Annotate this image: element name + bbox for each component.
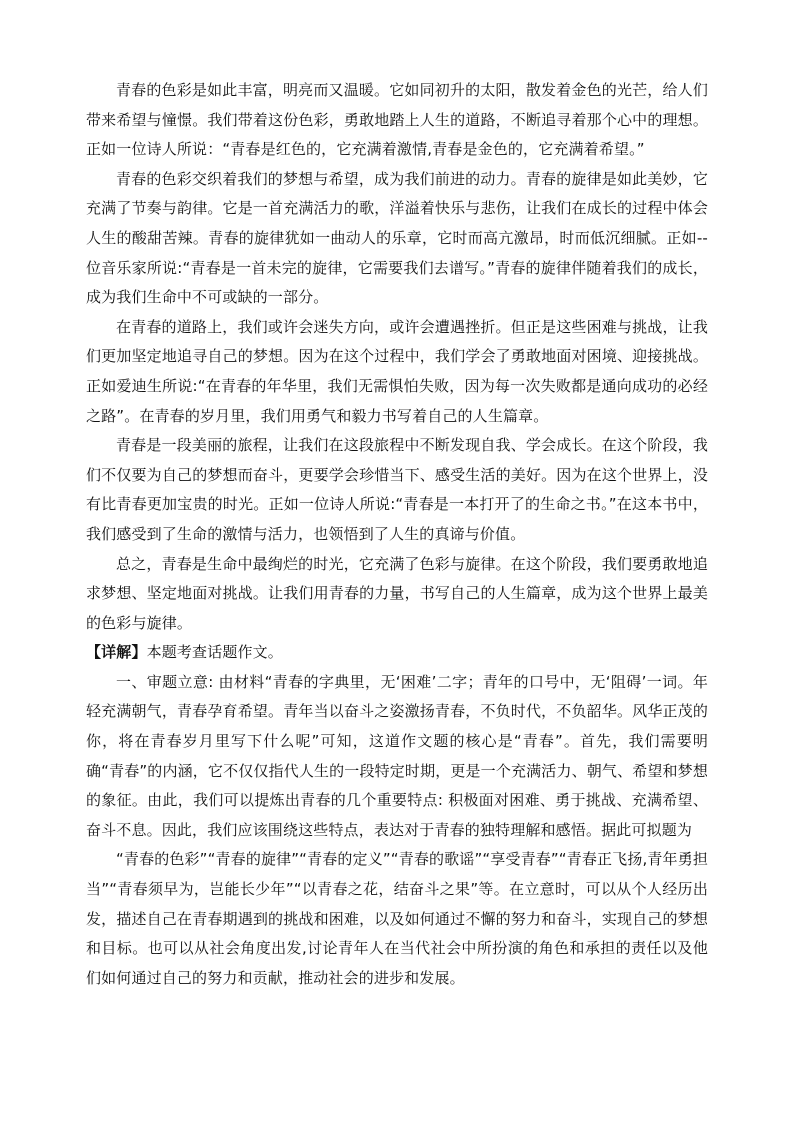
detail-text: 本题考查话题作文。: [146, 643, 283, 662]
detail-line: [86, 638, 708, 668]
document-body: [86, 76, 708, 993]
analysis-paragraph-2: “青春的色彩”“青春的旋律”“青春的定义”“青春的歌谣”“享受青春”“青春正飞扬,青年勇担当”“青春须早为，岂能长少年”“以青春之花，结奋斗之果”等。在立意时，可以从个人经历出发，描述自己在青春期遇到的挑战和困难，以及如何通过不懈的努力和奋斗，实现自己的梦想和目标。也可以从社会角度出发,讨论青年人在当代社会中所扮演的角色和承担的责任以及他们如何通过自己的努力和贡献，推动社会的进步和发展。: [86, 850, 709, 987]
detail-label: 【详解】: [86, 643, 147, 662]
essay-paragraph-1: 青春的色彩是如此丰富，明亮而又温暖。它如同初升的太阳，散发着金色的光芒，给人们带来希望与憧憬。我们带着这份色彩，勇敢地踏上人生的道路，不断追寻着那个心中的理想。正如一位诗人所说：“青春是红色的，它充满着激情,青春是金色的，它充满着希望。”: [86, 81, 708, 159]
analysis-paragraph-1: 一、审题立意: 由材料“青春的字典里，无‘困难’二字；青年的口号中，无‘阻碍’一词。年轻充满朝气，青春孕育希望。青年当以奋斗之姿激扬青春，不负时代，不负韶华。风华正茂的你，将在青春岁月里写下什么呢”可知，这道作文题的核心是“青春”。首先，我们需要明确“青春”的内涵，它不仅仅指代人生的一段特定时期，更是一个充满活力、朝气、希望和梦想的象征。由此，我们可以提炼出青春的几个重要特点: 积极面对困难、勇于挑战、充满希望、奋斗不息。因此，我们应该围绕这些特点，表达对于青春的独特理解和感悟。据此可拟题为: [86, 672, 708, 839]
essay-paragraph-5: 总之，青春是生命中最绚烂的时光，它充满了色彩与旋律。在这个阶段，我们要勇敢地追求梦想、坚定地面对挑战。让我们用青春的力量，书写自己的人生篇章，成为这个世界上最美的色彩与旋律。: [86, 554, 708, 632]
essay-paragraph-4: 青春是一段美丽的旅程，让我们在这段旅程中不断发现自我、学会成长。在这个阶段，我们不仅要为自己的梦想而奋斗，更要学会珍惜当下、感受生活的美好。因为在这个世界上，没有比青春更加宝贵的时光。正如一位诗人所说:“青春是一本打开了的生命之书。”在这本书中，我们感受到了生命的激情与活力，也领悟到了人生的真谛与价值。: [86, 436, 708, 543]
essay-paragraph-2: 青春的色彩交织着我们的梦想与希望，成为我们前进的动力。青春的旋律是如此美妙，它充满了节奏与韵律。它是一首充满活力的歌，洋溢着快乐与悲伤，让我们在成长的过程中体会人生的酸甜苦辣。青春的旋律犹如一曲动人的乐章，它时而高亢激昂，时而低沉细腻。正如--位音乐家所说:“青春是一首未完的旋律，它需要我们去谱写。”青春的旋律伴随着我们的成长，成为我们生命中不可或缺的一部分。: [86, 169, 708, 307]
essay-paragraph-3: 在青春的道路上，我们或许会迷失方向，或许会遭遇挫折。但正是这些困难与挑战，让我们更加坚定地追寻自己的梦想。因为在这个过程中，我们学会了勇敢地面对困境、迎接挑战。正如爱迪生所说:“在青春的年华里，我们无需惧怕失败，因为每一次失败都是通向成功的必经之路”。在青春的岁月里，我们用勇气和毅力书写着自己的人生篇章。: [86, 317, 708, 425]
